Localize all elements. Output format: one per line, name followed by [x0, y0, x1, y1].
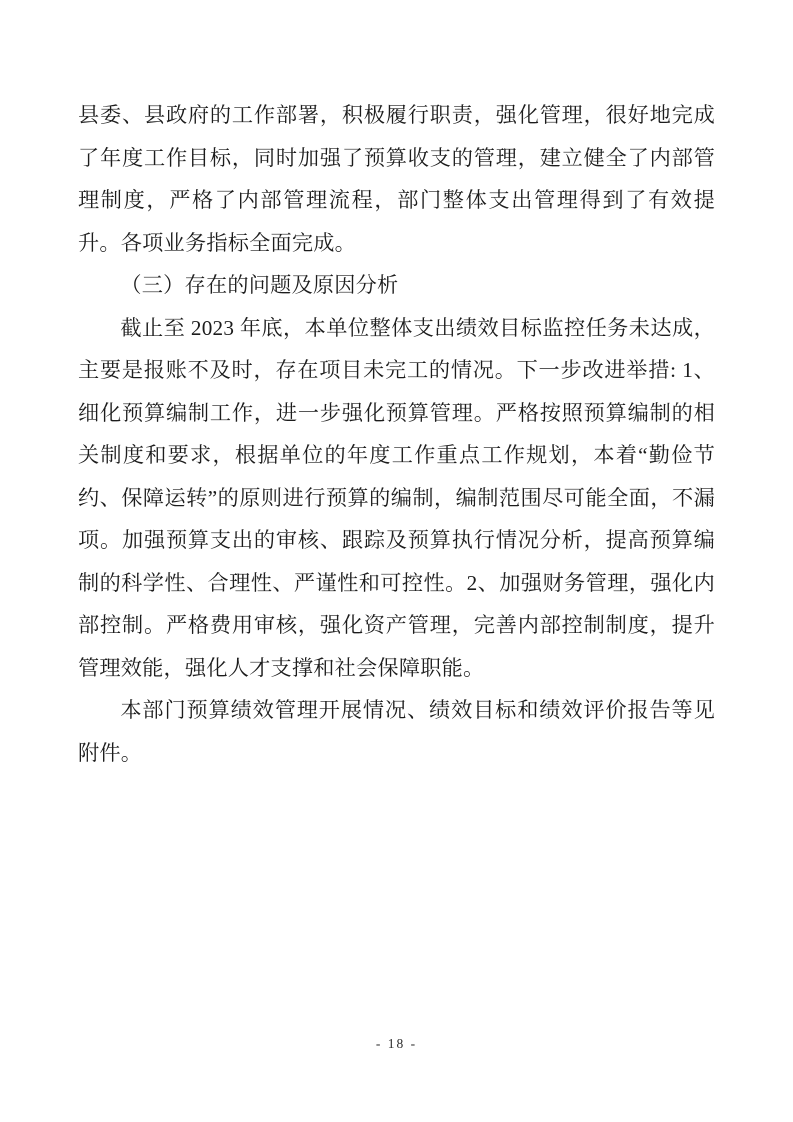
- paragraph-attachment-note: 本部门预算绩效管理开展情况、绩效目标和绩效评价报告等见附件。: [78, 698, 715, 765]
- document-body: [78, 94, 715, 774]
- paragraph-issues-and-measures: 截止至 2023 年底，本单位整体支出绩效目标监控任务未达成，主要是报账不及时，存在项目未完工的情况。下一步改进举措: 1、细化预算编制工作，进一步强化预算管理。严格按照预算编制的相关制度和要求，根据单位的年度工作重点工作规划，本着“勤俭节约、保障运转”的原则进行预算的编制，编制范围尽可能全面，不漏项。加强预算支出的审核、跟踪及预算执行情况分析，提高预算编制的科学性、合理性、严谨性和可控性。2、加强财务管理，强化内部控制。严格费用审核，强化资产管理，完善内部控制制度，提升管理效能，强化人才支撑和社会保障职能。: [78, 315, 715, 680]
- paragraph-continuation: 县委、县政府的工作部署，积极履行职责，强化管理，很好地完成了年度工作目标，同时加强了预算收支的管理，建立健全了内部管理制度，严格了内部管理流程，部门整体支出管理得到了有效提升。各项业务指标全面完成。: [78, 103, 715, 255]
- section-heading: （三）存在的问题及原因分析: [120, 273, 399, 297]
- page-number: - 18 -: [375, 1036, 418, 1051]
